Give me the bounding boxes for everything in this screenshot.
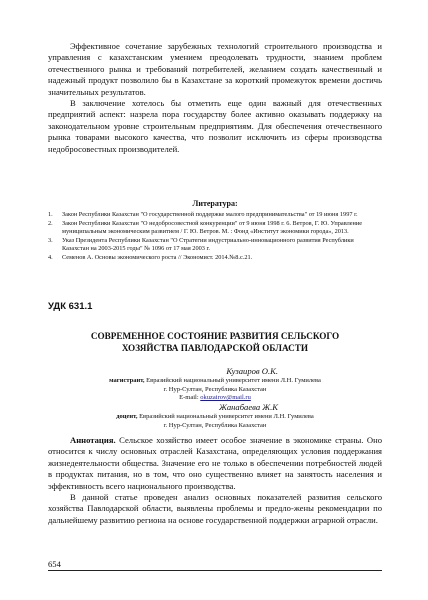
author-city: г. Нур-Султан, Республика Казахстан: [163, 385, 267, 393]
page-number: 654: [48, 559, 61, 569]
author-role: доцент,: [116, 413, 138, 420]
author-block-1: [48, 366, 382, 403]
abstract-label: Аннотация.: [70, 435, 116, 445]
intro-section: [48, 41, 382, 155]
literature-title: Литература:: [192, 199, 238, 208]
email-label: E-mail:: [179, 394, 199, 402]
reference-list: [48, 211, 378, 263]
intro-paragraph-2: В заключение хотелось бы отметить еще один важный для отечественных предприятий аспект: назрела пора государству более активно оказывать поддержку на законодательном уровне строительным предприятиям. Для обеспечения отечественного рынка товарами высокого качества, что позволит исключить из сферы производства недобросовестных производителей.: [48, 98, 382, 154]
author-university: Евразийский национальный университет имени Л.Н. Гумилева: [146, 377, 321, 384]
author-role: магистрант,: [109, 377, 145, 384]
author-city: г. Нур-Султан, Республика Казахстан: [163, 421, 267, 429]
author-name: Жанабаева Ж.К: [218, 402, 278, 412]
abstract-paragraph-1: Аннотация. Сельское хозяйство имеет особое значение в экономике страны. Оно относится к числу основных отраслей Казахстана, определяющих условия поддержания жизнедеятельности общества. Значение его не только в обеспечении потребностей людей в продуктах питания, но в том, что оно существенно влияет на занятость населения и эффективность всего национального производства.: [48, 435, 383, 491]
author-university: Евразийский национальный университет имени Л.Н. Гумилева: [139, 413, 314, 420]
article-title-line-2: ХОЗЯЙСТВА ПАВЛОДАРСКОЙ ОБЛАСТИ: [121, 343, 309, 353]
footer-rule: [48, 570, 382, 571]
intro-paragraph-1: Эффективное сочетание зарубежных технологий строительного производства и управления с казахстанским умением преодолевать трудности, знанием проблем отечественного рынка и требований потребителей, желанием создать качественный и надежный продукт позволило бы в Казахстане за короткий промежуток времени достичь значительных результатов.: [48, 41, 382, 97]
udc-code: УДК 631.1: [48, 301, 93, 312]
reference-item: 4. Семенов А. Основы экономического роста // Экономист. 2014.№8.с.21.: [48, 253, 253, 261]
author-block-2: [48, 402, 382, 430]
abstract-paragraph-2: В данной статье проведен анализ основных показателей развития сельского хозяйства Павлодарской области, выявлены проблемы и предло-жены рекомендации по дальнейшему развитию региона на основе государственной поддержки аграрной отрасли.: [48, 492, 382, 525]
article-title-line-1: СОВРЕМЕННОЕ СОСТОЯНИЕ РАЗВИТИЯ СЕЛЬСКОГО: [90, 331, 340, 341]
author-affiliation: [48, 377, 382, 386]
reference-item: 3. Указ Президента Республики Казахстан "О Стратегии индустриально-инновационного развития Республики Казахстан на 2003-2015 годы" № 1096 от 17 мая 2003 г.: [48, 236, 354, 253]
author-name: Кузаиров О.К.: [226, 366, 278, 376]
author-affiliation: [48, 413, 382, 422]
abstract-section: [48, 435, 382, 526]
email-link[interactable]: okuzairov@mail.ru: [200, 394, 251, 402]
article-title: [48, 330, 382, 354]
reference-item: 1. Закон Республики Казахстан "О государственной поддержке малого предпринимательства" от 19 июня 1997 г.: [48, 211, 358, 218]
reference-item: 2. Закон Республики Казахстан "О недобросовестной конкуренции" от 9 июня 1998 г. 6. Ветров, Г. Ю. Управление муниципальным экономическим развитием / Г. Ю. Ветров. М. : Фонд «Институт экономики города», 2013.: [48, 219, 363, 236]
